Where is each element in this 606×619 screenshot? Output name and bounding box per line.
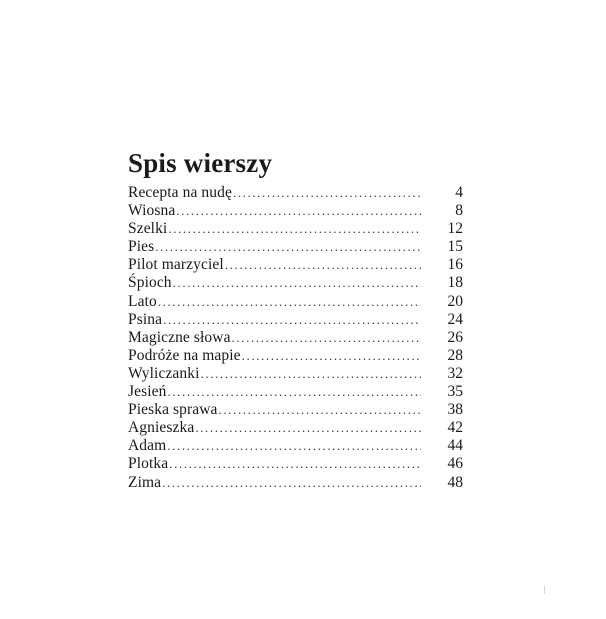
- dot-leader: [162, 474, 421, 492]
- dot-leader: [155, 238, 421, 256]
- toc-entry-page: 20: [447, 292, 463, 310]
- toc-entry-page: 48: [447, 473, 463, 491]
- page-title: Spis wierszy: [128, 148, 273, 179]
- toc-entry: [128, 401, 463, 419]
- dot-leader: [233, 184, 421, 202]
- toc-entry-title: Pies: [128, 238, 155, 256]
- dot-leader: [158, 293, 421, 311]
- toc-entry-title: Jesień: [128, 383, 167, 401]
- toc-entry-page: 32: [447, 364, 463, 382]
- toc-entry-page: 44: [447, 437, 463, 455]
- toc-entry: [128, 202, 463, 220]
- dot-leader: [168, 220, 421, 238]
- toc-entry-page: 15: [447, 238, 463, 256]
- toc-entry-page: 8: [455, 202, 463, 220]
- toc-entry-title: Wiosna: [128, 202, 176, 220]
- toc-entry-title: Agnieszka: [128, 419, 195, 437]
- toc-entry-page: 35: [447, 383, 463, 401]
- dot-leader: [163, 311, 421, 329]
- toc-entry-title: Adam: [128, 437, 167, 455]
- toc-entry: [128, 474, 463, 492]
- toc-entry-title: Pieska sprawa: [128, 401, 218, 419]
- toc-entry-page: 16: [447, 256, 463, 274]
- toc-entry-title: Zima: [128, 473, 162, 491]
- dot-leader: [201, 365, 421, 383]
- toc-entry-title: Plotka: [128, 455, 169, 473]
- toc-entry-page: 38: [447, 401, 463, 419]
- toc-entry: [128, 455, 463, 473]
- toc-entry: [128, 311, 463, 329]
- toc-entry-page: 26: [447, 328, 463, 346]
- toc-entry: [128, 383, 463, 401]
- dot-leader: [173, 274, 421, 292]
- dot-leader: [169, 455, 421, 473]
- toc-entry-title: Pilot marzyciel: [128, 256, 224, 274]
- toc-entry-page: 28: [447, 346, 463, 364]
- dot-leader: [232, 329, 421, 347]
- toc-entry: [128, 365, 463, 383]
- toc-entry: [128, 256, 463, 274]
- toc-entry-page: 18: [447, 274, 463, 292]
- dot-leader: [219, 401, 421, 419]
- toc-entry: [128, 347, 463, 365]
- toc-entry: [128, 220, 463, 238]
- dot-leader: [167, 383, 421, 401]
- toc-entry: [128, 419, 463, 437]
- toc-entry-page: 24: [447, 310, 463, 328]
- toc-entry-page: 42: [447, 419, 463, 437]
- toc-entry: [128, 184, 463, 202]
- toc-entry: [128, 329, 463, 347]
- dot-leader: [167, 437, 421, 455]
- toc-entry-title: Lato: [128, 292, 157, 310]
- toc-entry-title: Psina: [128, 310, 163, 328]
- toc-entry-title: Szelki: [128, 220, 168, 238]
- toc-entry-page: 12: [447, 220, 463, 238]
- dot-leader: [242, 347, 421, 365]
- toc-entry: [128, 238, 463, 256]
- toc-entry: [128, 437, 463, 455]
- scan-mark: [544, 586, 545, 594]
- table-of-contents: [128, 184, 463, 492]
- toc-entry-title: Podróże na mapie: [128, 346, 241, 364]
- dot-leader: [195, 419, 421, 437]
- toc-entry-title: Śpioch: [128, 274, 172, 292]
- toc-entry-page: 4: [455, 184, 463, 201]
- toc-entry: [128, 274, 463, 292]
- dot-leader: [225, 256, 421, 274]
- toc-entry: [128, 293, 463, 311]
- dot-leader: [176, 202, 421, 220]
- toc-entry-title: Wyliczanki: [128, 364, 200, 382]
- toc-entry-title: Magiczne słowa: [128, 328, 231, 346]
- toc-entry-page: 46: [447, 455, 463, 473]
- toc-entry-title: Recepta na nudę: [128, 184, 232, 201]
